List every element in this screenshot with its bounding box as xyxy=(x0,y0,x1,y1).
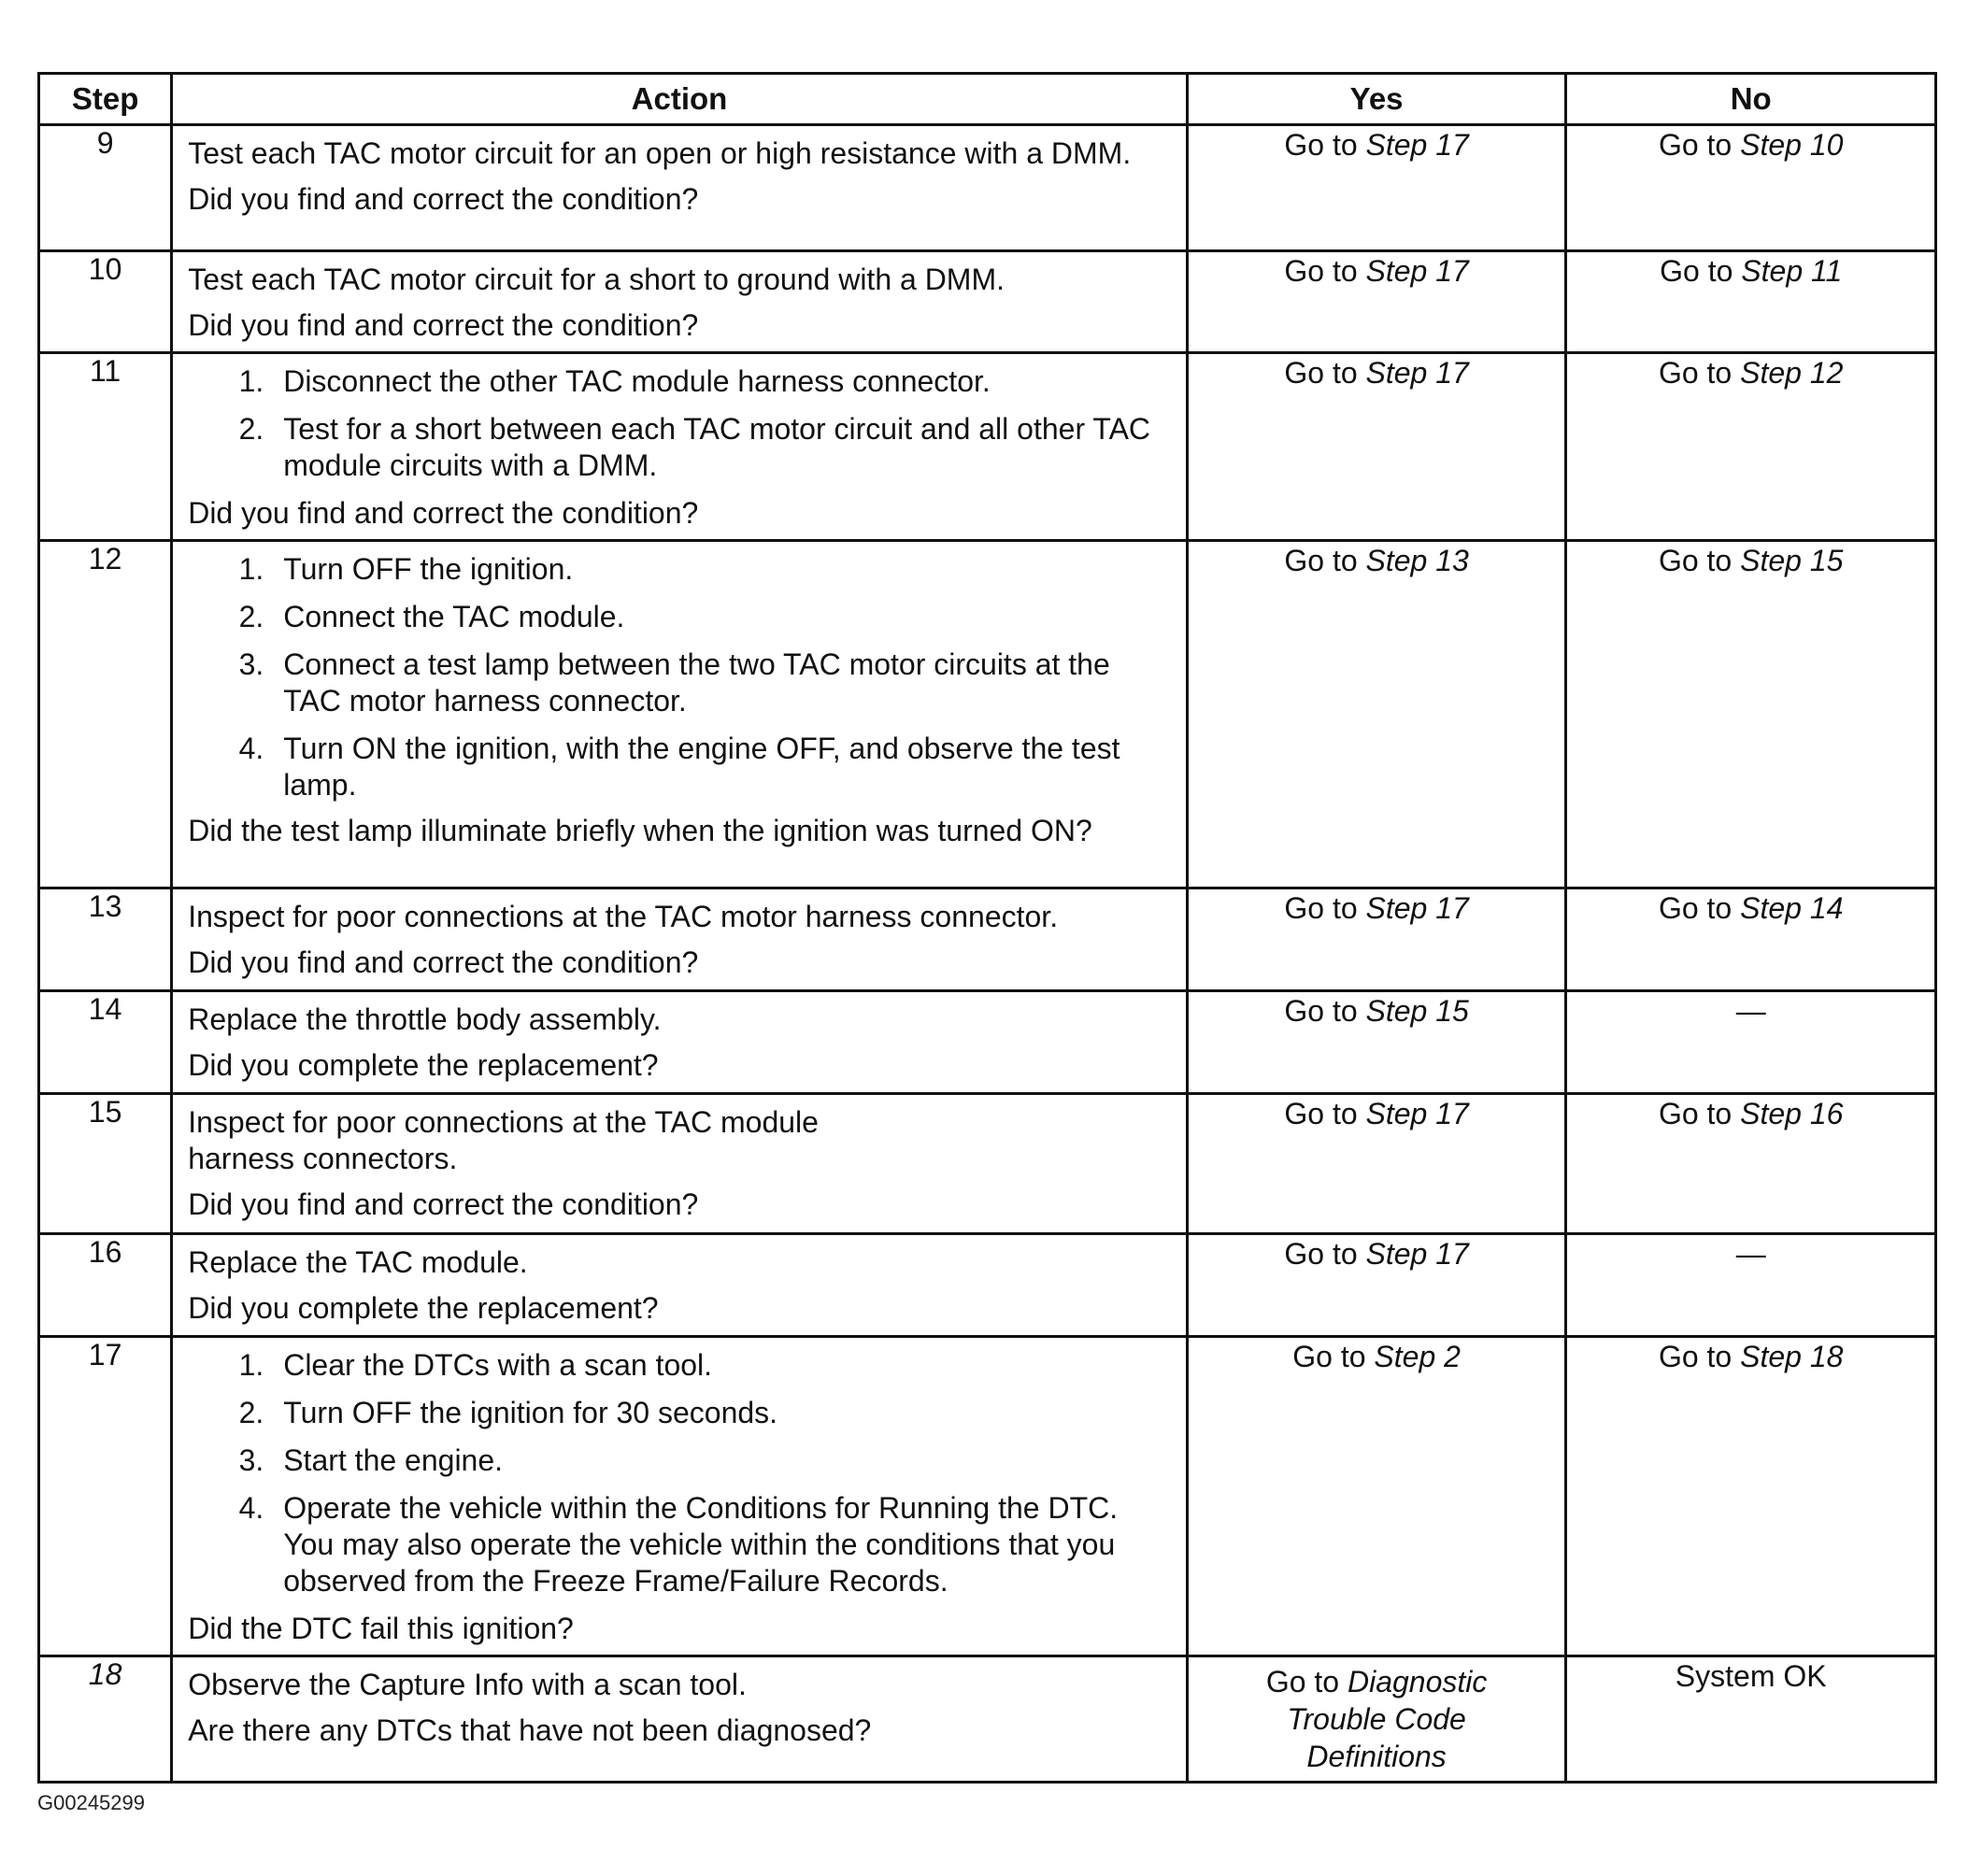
action-cell xyxy=(172,125,1188,251)
yes-step-link[interactable]: Step 13 xyxy=(1365,544,1469,577)
figure-id: G00245299 xyxy=(37,1791,145,1814)
action-list xyxy=(188,363,1175,484)
action-cell xyxy=(172,1234,1188,1337)
no-cell[interactable] xyxy=(1566,353,1936,541)
yes-prefix: Go to xyxy=(1284,254,1366,288)
action-cell xyxy=(172,1656,1188,1783)
no-prefix: Go to xyxy=(1658,128,1741,162)
header-yes: Yes xyxy=(1187,74,1566,125)
header-action: Action xyxy=(172,74,1188,125)
yes-step-link[interactable]: Step 17 xyxy=(1365,1237,1469,1271)
step-number: 15 xyxy=(39,1094,172,1234)
yes-prefix: Go to xyxy=(1284,994,1366,1028)
yes-cell[interactable] xyxy=(1187,1337,1566,1656)
no-prefix: Go to xyxy=(1658,1097,1741,1130)
yes-prefix: Go to xyxy=(1265,1665,1348,1698)
no-cell[interactable] xyxy=(1566,888,1936,991)
list-item: 2. Connect the TAC module. xyxy=(272,599,1175,635)
no-dash: — xyxy=(1735,994,1766,1028)
yes-step-link[interactable]: Step 17 xyxy=(1365,128,1469,162)
list-item: 1. Disconnect the other TAC module harness connector. xyxy=(272,363,1175,400)
no-result-text: System OK xyxy=(1675,1659,1827,1693)
step-number: 13 xyxy=(39,888,172,991)
action-cell xyxy=(172,541,1188,888)
step-number: 16 xyxy=(39,1234,172,1337)
action-list xyxy=(188,1347,1175,1599)
no-cell[interactable] xyxy=(1566,541,1936,888)
no-cell xyxy=(1566,991,1936,1094)
action-cell xyxy=(172,353,1188,541)
no-cell[interactable] xyxy=(1566,251,1936,353)
no-step-link[interactable]: Step 15 xyxy=(1740,544,1844,577)
question-text: Did you find and correct the condition? xyxy=(188,308,699,342)
table-row xyxy=(39,991,1936,1094)
action-cell xyxy=(172,991,1188,1094)
yes-step-link[interactable]: Step 15 xyxy=(1365,994,1469,1028)
question-text: Did you complete the replacement? xyxy=(188,1048,659,1082)
yes-cell[interactable] xyxy=(1187,353,1566,541)
list-item: 3. Connect a test lamp between the two TAC motor circuits at the TAC motor harness connector. xyxy=(272,647,1175,719)
list-item: 3. Start the engine. xyxy=(272,1443,1175,1479)
step-number: 14 xyxy=(39,991,172,1094)
action-text: Replace the TAC module. xyxy=(188,1245,528,1279)
no-cell[interactable] xyxy=(1566,125,1936,251)
no-prefix: Go to xyxy=(1658,891,1741,925)
question-text: Are there any DTCs that have not been diagnosed? xyxy=(188,1713,872,1747)
yes-cell[interactable] xyxy=(1187,541,1566,888)
table-row xyxy=(39,1094,1936,1234)
yes-cell[interactable] xyxy=(1187,1656,1566,1783)
action-cell xyxy=(172,251,1188,353)
list-item: 1. Clear the DTCs with a scan tool. xyxy=(272,1347,1175,1384)
question-text: Did the test lamp illuminate briefly when the ignition was turned ON? xyxy=(188,814,1092,847)
yes-step-link[interactable]: Step 17 xyxy=(1365,891,1469,925)
list-item: 1. Turn OFF the ignition. xyxy=(272,551,1175,588)
action-text: Test each TAC motor circuit for an open or high resistance with a DMM. xyxy=(188,136,1132,170)
yes-prefix: Go to xyxy=(1284,1097,1366,1130)
action-cell xyxy=(172,1094,1188,1234)
table-row xyxy=(39,251,1936,353)
no-cell xyxy=(1566,1656,1936,1783)
no-prefix: Go to xyxy=(1658,1340,1741,1373)
action-list xyxy=(188,551,1175,803)
no-step-link[interactable]: Step 14 xyxy=(1740,891,1844,925)
no-step-link[interactable]: Step 11 xyxy=(1741,254,1843,288)
action-cell xyxy=(172,888,1188,991)
question-text: Did you find and correct the condition? xyxy=(188,182,699,216)
yes-cell[interactable] xyxy=(1187,251,1566,353)
no-step-link[interactable]: Step 16 xyxy=(1740,1097,1844,1130)
table-row xyxy=(39,888,1936,991)
table-row xyxy=(39,1656,1936,1783)
step-number: 9 xyxy=(39,125,172,251)
yes-prefix: Go to xyxy=(1284,356,1366,390)
no-step-link[interactable]: Step 12 xyxy=(1740,356,1844,390)
header-row xyxy=(39,74,1936,125)
question-text: Did you find and correct the condition? xyxy=(188,496,699,530)
question-text: Did the DTC fail this ignition? xyxy=(188,1612,574,1645)
table-row xyxy=(39,1337,1936,1656)
table-row xyxy=(39,353,1936,541)
yes-cell[interactable] xyxy=(1187,1094,1566,1234)
yes-cell[interactable] xyxy=(1187,125,1566,251)
step-number: 17 xyxy=(39,1337,172,1656)
table-row xyxy=(39,541,1936,888)
yes-prefix: Go to xyxy=(1284,544,1366,577)
yes-cell[interactable] xyxy=(1187,1234,1566,1337)
step-number: 12 xyxy=(39,541,172,888)
no-step-link[interactable]: Step 18 xyxy=(1740,1340,1844,1373)
yes-prefix: Go to xyxy=(1292,1340,1375,1373)
table-row xyxy=(39,125,1936,251)
diagnostic-table xyxy=(37,72,1937,1784)
list-item: 4. Operate the vehicle within the Conditions for Running the DTC. You may also operate the vehicle within the conditions that you observed from the Freeze Frame/Failure Records. xyxy=(272,1490,1175,1599)
no-cell[interactable] xyxy=(1566,1337,1936,1656)
list-item: 2. Turn OFF the ignition for 30 seconds. xyxy=(272,1395,1175,1431)
yes-step-link[interactable]: Step 17 xyxy=(1365,356,1469,390)
action-text: Observe the Capture Info with a scan tool. xyxy=(188,1668,747,1701)
step-number: 10 xyxy=(39,251,172,353)
yes-dtc-definitions-link[interactable]: Diagnostic Trouble Code Definitions xyxy=(1287,1665,1488,1773)
yes-cell[interactable] xyxy=(1187,991,1566,1094)
yes-step-link[interactable]: Step 17 xyxy=(1365,1097,1469,1130)
list-item: 2. Test for a short between each TAC motor circuit and all other TAC module circuits with a DMM. xyxy=(272,411,1175,484)
list-item: 4. Turn ON the ignition, with the engine OFF, and observe the test lamp. xyxy=(272,731,1175,803)
yes-prefix: Go to xyxy=(1284,891,1366,925)
yes-prefix: Go to xyxy=(1284,1237,1366,1271)
action-cell xyxy=(172,1337,1188,1656)
header-no: No xyxy=(1566,74,1936,125)
question-text: Did you find and correct the condition? xyxy=(188,945,699,979)
action-text: Replace the throttle body assembly. xyxy=(188,1002,662,1036)
yes-step-link[interactable]: Step 2 xyxy=(1374,1340,1461,1373)
table-row xyxy=(39,1234,1936,1337)
yes-cell[interactable] xyxy=(1187,888,1566,991)
no-cell[interactable] xyxy=(1566,1094,1936,1234)
yes-prefix: Go to xyxy=(1284,128,1366,162)
action-text: Test each TAC motor circuit for a short to ground with a DMM. xyxy=(188,263,1005,296)
no-dash: — xyxy=(1735,1237,1766,1271)
step-number: 18 xyxy=(39,1656,172,1783)
question-text: Did you find and correct the condition? xyxy=(188,1187,699,1221)
no-cell xyxy=(1566,1234,1936,1337)
no-step-link[interactable]: Step 10 xyxy=(1740,128,1844,162)
no-prefix: Go to xyxy=(1660,254,1742,288)
no-prefix: Go to xyxy=(1658,356,1741,390)
no-prefix: Go to xyxy=(1658,544,1741,577)
action-text: Inspect for poor connections at the TAC motor harness connector. xyxy=(188,900,1059,933)
question-text: Did you complete the replacement? xyxy=(188,1291,659,1325)
action-text: Inspect for poor connections at the TAC module harness connectors. xyxy=(188,1105,819,1175)
step-number: 11 xyxy=(39,353,172,541)
header-step: Step xyxy=(39,74,172,125)
yes-step-link[interactable]: Step 17 xyxy=(1365,254,1469,288)
